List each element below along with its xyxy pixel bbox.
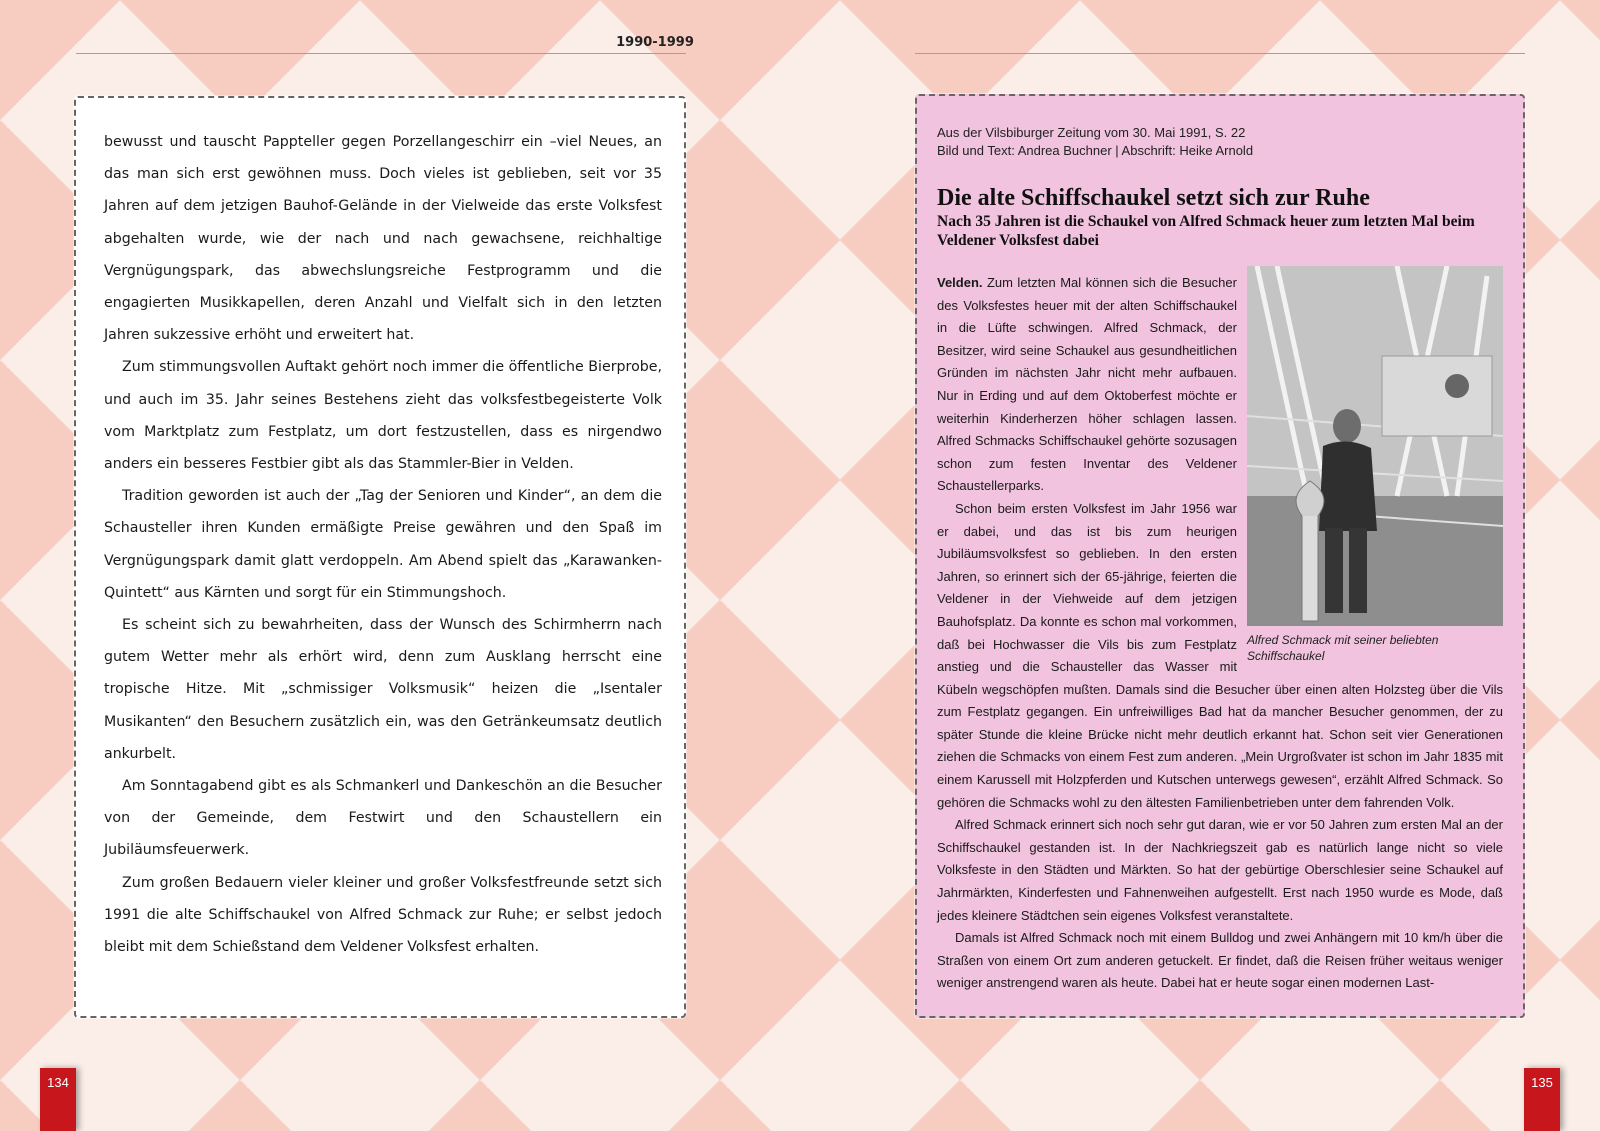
paragraph: Damals ist Alfred Schmack noch mit einem Bulldog und zwei Anhängern mit 10 km/h über die Straßen von einem Ort zum anderen getuckelt. Er findet, daß die Reisen früher weitaus weniger weniger anstrengend waren als heute. Dabei hat er heute sogar einen modernen Last- bbox=[937, 930, 1503, 991]
paragraph: Zum stimmungsvollen Auftakt gehört noch immer die öffentliche Bierprobe, und auch im 35. Jahr seines Bestehens zieht das volksfestbegeisterte Volk vom Marktplatz zum Festplatz, um dort festzustellen, dass es nirgendwo anders ein besseres Festbier gibt als das Stammler-Bier in Velden. bbox=[104, 359, 662, 473]
dateline: Velden. bbox=[937, 275, 983, 290]
header-rule-right bbox=[915, 53, 1525, 54]
article-subheadline: Nach 35 Jahren ist die Schaukel von Alfred Schmack heuer zum letzten Mal beim Veldener Volksfest dabei bbox=[937, 213, 1475, 249]
schiffschaukel-photo bbox=[1247, 266, 1503, 626]
page-number-right: 135 bbox=[1524, 1068, 1560, 1131]
source-note bbox=[937, 124, 1497, 160]
left-text-box bbox=[74, 96, 686, 1018]
paragraph: Es scheint sich zu bewahrheiten, dass der Wunsch des Schirmherrn nach gutem Wetter mehr als erhört wird, denn zum Ausklang herrscht eine tropische Hitze. Mit „schmissiger Volksmusik“ heizen die „Isentaler Musikanten“ den Besuchern zusätzlich ein, was den Getränkeumsatz deutlich ankurbelt. bbox=[104, 617, 662, 762]
article-figure bbox=[1247, 266, 1503, 664]
running-head: 1990-1999 bbox=[616, 35, 694, 50]
page-number-left: 134 bbox=[40, 1068, 76, 1131]
paragraph: bewusst und tauscht Pappteller gegen Porzellangeschirr ein –viel Neues, an das man sich erst gewöhnen muss. Doch vieles ist geblieben, seit vor 35 Jahren auf dem jetzigen Bauhof-Gelände in der Vielweide das erste Volksfest abgehalten wurde, wie der nach und nach gewachsene, reichhaltige Vergnügungspark, das abwechslungsreiche Festprogramm und die engagierten Musikkapellen, deren Anzahl und Vielfalt sich in den letzten Jahren sukzessive erhöht und erweitert hat. bbox=[104, 134, 662, 344]
paragraph-text: Zum letzten Mal können sich die Besucher des Volksfestes heuer mit der alten Schiffschaukel in die Lüfte schwingen. Alfred Schmack, der Besitzer, wird seine Schaukel aus gesundheitlichen Gründen im nächsten Jahr nicht mehr aufbauen. Nur in Erding und auf dem Oktoberfest möchte er weiterhin Kinderherzen höher schlagen lassen. Alfred Schmacks Schiffschaukel gehörte sozusagen schon zum festen Inventar des Veldener Schaustellerparks. bbox=[937, 275, 1237, 494]
left-body-text bbox=[104, 126, 662, 963]
header-rule-left bbox=[76, 53, 686, 54]
paragraph: Tradition geworden ist auch der „Tag der Senioren und Kinder“, an dem die Schausteller ihren Kunden ermäßigte Preise gewähren und den Spaß im Vergnügungspark damit glatt verdoppeln. Am Abend spielt das „Karawanken-Quintett“ aus Kärnten und sorgt für ein Stimmungshoch. bbox=[104, 488, 662, 601]
credit-line: Bild und Text: Andrea Buchner | Abschrift: Heike Arnold bbox=[937, 143, 1254, 158]
paragraph: Zum großen Bedauern vieler kleiner und großer Volksfestfreunde setzt sich 1991 die alte Schiffschaukel von Alfred Schmack zur Ruhe; er selbst jedoch bleibt mit dem Schießstand dem Veldener Volksfest erhalten. bbox=[104, 874, 662, 956]
article-headline: Die alte Schiffschaukel setzt sich zur Ruhe bbox=[937, 185, 1370, 211]
photo-caption: Alfred Schmack mit seiner beliebten Schiffschaukel bbox=[1247, 633, 1439, 663]
article-body bbox=[937, 272, 1503, 995]
paragraph: Alfred Schmack erinnert sich noch sehr gut daran, wie er vor 50 Jahren zum ersten Mal an der Schiffschaukel gestanden ist. In der Nachkriegszeit gab es natürlich lange nicht so viele Volksfeste in den Städten und Märkten. So hat der gebürtige Oberschlesier seine Schaukel auf Jahrmärkten, Kinderfesten und Fahnenweihen aufgestellt. Erst nach 1950 wurde es Mode, daß jedes kleinere Städtchen sein eigenes Volksfest veranstaltete. bbox=[937, 817, 1503, 923]
newspaper-clipping-box bbox=[915, 94, 1525, 1018]
source-line: Aus der Vilsbiburger Zeitung vom 30. Mai 1991, S. 22 bbox=[937, 125, 1246, 140]
paragraph: Schon beim ersten Volksfest im Jahr 1956 war er dabei, und das ist bis zum heurigen Jubiläumsvolksfest so geblieben. In den ersten Jahren, so erinnert sich der 65-jährige, feierten die Veldener in der Viehweide auf dem jetzigen Bauhofsplatz. Da konnte es schon mal vorkommen, daß bei Hochwasser die Vils bis zum Festplatz anstieg und die Schausteller das Wasser mit Kübeln wegschöpfen mußten. Damals sind die Besucher über einen alten Holzsteg über die Vils zum Festplatz gegangen. Ein unfreiwilliges Bad hat da mancher Besucher genommen, der zu später Stunde die kleine Brücke nicht mehr deutlich erkannt hat. Schon seit vier Generationen ziehen die Schmacks von einem Fest zum anderen. „Mein Urgroßvater ist schon im Jahr 1835 mit einem Karussell mit Holzpferden und Kutschen unterwegs gewesen“, erzählt Alfred Schmack. So gehören die Schmacks wohl zu den ältesten Familienbetrieben unter dem fahrenden Volk. bbox=[937, 500, 1503, 810]
paragraph: Am Sonntagabend gibt es als Schmankerl und Dankeschön an die Besucher von der Gemeinde, dem Festwirt und den Schaustellern ein Jubiläumsfeuerwerk. bbox=[104, 778, 662, 859]
